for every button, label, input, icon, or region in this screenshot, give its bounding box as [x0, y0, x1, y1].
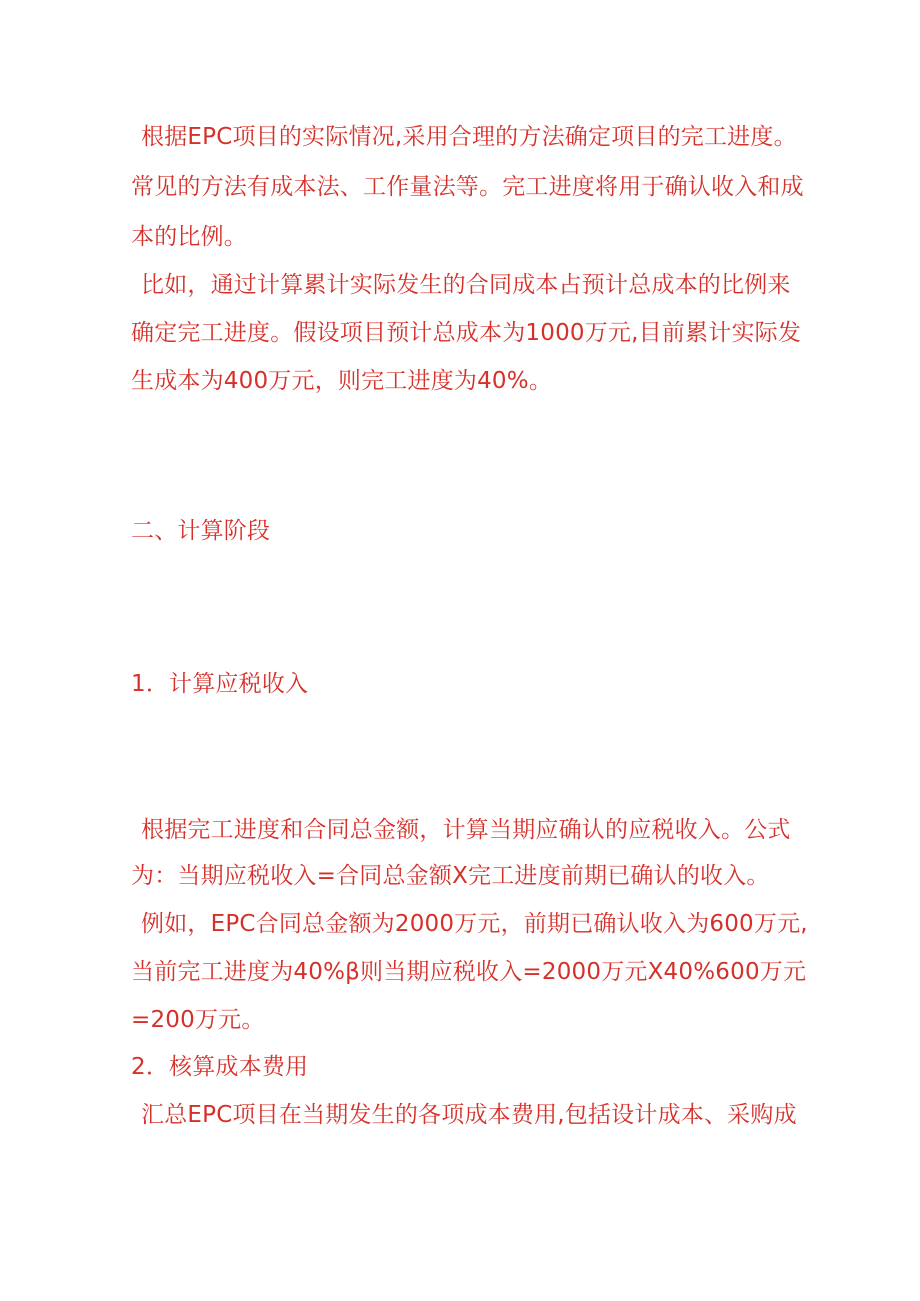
- subsection-heading: 1．计算应税收入: [131, 671, 309, 697]
- paragraph-line: 根据完工进度和合同总金额，计算当期应确认的应税收入。公式: [141, 817, 791, 843]
- paragraph-line: 确定完工进度。假设项目预计总成本为1000万元,目前累计实际发: [131, 320, 802, 346]
- paragraph-line: 例如，EPC合同总金额为2000万元，前期已确认收入为600万元,: [141, 911, 808, 937]
- paragraph-line: 本的比例。: [131, 224, 247, 250]
- subsection-heading: 2．核算成本费用: [131, 1054, 309, 1080]
- paragraph-line: =200万元。: [131, 1007, 265, 1033]
- paragraph-line: 比如，通过计算累计实际发生的合同成本占预计总成本的比例来: [141, 272, 791, 298]
- paragraph-line: 汇总EPC项目在当期发生的各项成本费用,包括设计成本、采购成: [141, 1102, 797, 1128]
- section-heading: 二、计算阶段: [131, 518, 271, 544]
- paragraph-line: 常见的方法有成本法、工作量法等。完工进度将用于确认收入和成: [131, 174, 804, 200]
- paragraph-line: 当前完工进度为40%β则当期应税收入=2000万元X40%600万元: [131, 959, 807, 985]
- paragraph-line: 生成本为400万元，则完工进度为40%。: [131, 368, 553, 394]
- paragraph-line: 根据EPC项目的实际情况,采用合理的方法确定项目的完工进度。: [141, 124, 797, 150]
- paragraph-line: 为：当期应税收入=合同总金额X完工进度前期已确认的收入。: [131, 863, 770, 889]
